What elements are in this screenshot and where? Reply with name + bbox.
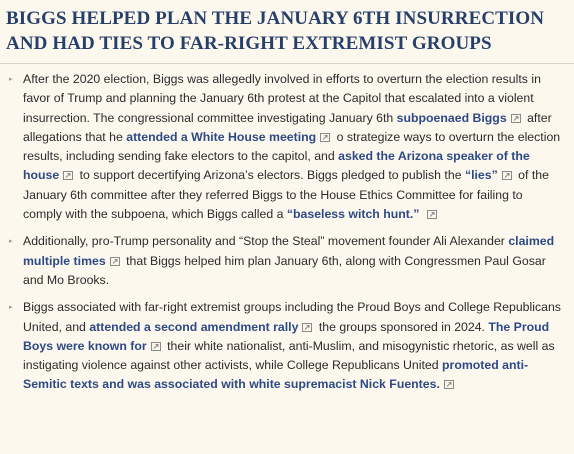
link-proud-boys-known-for[interactable]: The Proud Boys were known for — [23, 319, 550, 353]
bullet-text: their white nationalist, anti-Muslim, and misogynistic rhetoric, as well as instigating violence against other activists, while College Republicans United — [23, 338, 555, 373]
link-white-house-meeting[interactable]: attended a White House meeting — [126, 129, 317, 144]
bullet-text: Biggs associated with far-right extremist groups including the Proud Boys and College Republicans United, and — [23, 300, 561, 334]
external-link-icon[interactable] — [320, 133, 330, 142]
link-arizona-speaker[interactable]: asked the Arizona speaker of the house — [23, 149, 530, 183]
external-link-icon[interactable] — [151, 342, 161, 351]
bullet-text: After the 2020 election, Biggs was allegedly involved in efforts to overturn the election results in favor of Trump and planning the January 6th protest at the Capitol that escalated into a violent insurrection. The congressional committee investigating January 6th — [23, 72, 541, 125]
bullet-text: of the January 6th committee after they referred Biggs to the House Ethics Committee for failing to comply with the subpoena, which Biggs called a — [23, 168, 549, 222]
link-baseless-witch-hunt[interactable]: “baseless witch hunt.” — [286, 207, 420, 222]
external-link-icon[interactable] — [511, 114, 521, 123]
list-item — [0, 232, 574, 290]
list-item — [0, 70, 574, 224]
external-link-icon[interactable] — [444, 380, 454, 389]
external-link-icon[interactable] — [63, 171, 73, 180]
bullet-text: to support decertifying Arizona’s electors. Biggs pledged to publish the — [76, 168, 465, 183]
bullet-marker-icon: ▸ — [9, 238, 13, 246]
link-subpoenaed-biggs[interactable]: subpoenaed Biggs — [396, 110, 507, 125]
external-link-icon[interactable] — [110, 257, 120, 266]
bullet-list — [0, 70, 574, 403]
bullet-marker-icon: ▸ — [9, 76, 13, 83]
heading-divider — [0, 63, 574, 64]
link-lies[interactable]: “lies” — [464, 168, 498, 183]
bullet-text: that Biggs helped him plan January 6th, along with Congressmen Paul Gosar and Mo Brooks. — [23, 253, 546, 287]
list-item — [0, 298, 574, 394]
bullet-text: the groups sponsored in 2024. — [315, 319, 489, 334]
external-link-icon[interactable] — [427, 210, 437, 219]
link-anti-semitic-texts[interactable]: promoted anti-Semitic texts and was associated with white supremacist Nick Fuentes. — [23, 358, 529, 392]
link-second-amendment-rally[interactable]: attended a second amendment rally — [89, 319, 299, 334]
external-link-icon[interactable] — [502, 171, 512, 180]
bullet-marker-icon: ▸ — [9, 304, 13, 312]
link-claimed-multiple-times[interactable]: claimed multiple times — [23, 234, 555, 268]
section-heading: BIGGS HELPED PLAN THE JANUARY 6TH INSURRECTION AND HAD TIES TO FAR-RIGHT EXTREMIST GROUPS — [6, 8, 545, 54]
bullet-text: o strategize ways to overturn the election results, including sending fake electors to the capitol, and — [23, 129, 561, 164]
bullet-text: after allegations that he — [23, 110, 552, 144]
bullet-text: Additionally, pro-Trump personality and “Stop the Steal” movement founder Ali Alexander — [23, 234, 509, 249]
external-link-icon[interactable] — [302, 323, 312, 332]
